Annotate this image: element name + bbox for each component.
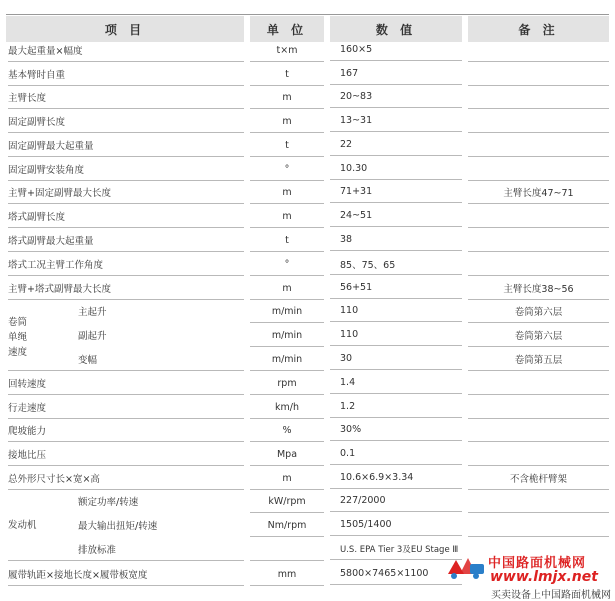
table-row [0, 419, 615, 442]
row-note [468, 110, 609, 133]
table-row [0, 396, 615, 419]
row-unit: m [250, 86, 324, 109]
row-note [468, 134, 609, 157]
row-value: 1.2 [330, 396, 462, 418]
watermark-url: www.lmjx.net [490, 569, 598, 585]
table-row [0, 39, 615, 62]
row-project: 接地比压 [8, 443, 244, 466]
row-value: 56+51 [330, 277, 462, 299]
table-row [0, 277, 615, 300]
winch-group-rule [8, 370, 244, 371]
header-project: 项 目 [6, 16, 244, 42]
row-note: 卷筒第五层 [468, 348, 609, 371]
row-value: 30 [330, 348, 462, 370]
row-note [468, 158, 609, 181]
watermark-logo-icon [446, 554, 486, 580]
row-project: 主臂长度 [8, 86, 244, 109]
table-row [0, 63, 615, 86]
row-note: 主臂长度38~56 [468, 277, 609, 300]
row-project: 主臂+塔式副臂最大长度 [8, 277, 244, 300]
row-project: 固定副臂安装角度 [8, 158, 244, 181]
row-project: 塔式副臂最大起重量 [8, 229, 244, 252]
table-row [0, 134, 615, 157]
table-row [0, 205, 615, 228]
row-value: 5800×7465×1100 [330, 563, 462, 585]
row-unit: % [250, 419, 324, 442]
row-project: 回转速度 [8, 372, 244, 395]
row-value: 1.4 [330, 372, 462, 394]
header-top-rule [6, 14, 609, 15]
row-value: 0.1 [330, 443, 462, 465]
row-value: 38 [330, 229, 462, 251]
row-project: 变幅 [78, 355, 98, 366]
site-watermark [446, 550, 611, 601]
table-row [0, 181, 615, 204]
row-project: 塔式工况主臂工作角度 [8, 253, 244, 276]
table-row [0, 443, 615, 466]
row-unit: m [250, 205, 324, 228]
row-unit: m [250, 277, 324, 300]
table-row [0, 86, 615, 109]
row-note: 卷筒第六层 [468, 324, 609, 347]
row-value: 10.6×6.9×3.34 [330, 467, 462, 489]
row-value: 85、75、65 [330, 253, 462, 275]
row-note [468, 39, 609, 62]
row-value: 24~51 [330, 205, 462, 227]
row-note [468, 490, 609, 513]
row-note [468, 372, 609, 395]
row-value: 10.30 [330, 158, 462, 180]
table-row [0, 348, 615, 371]
table-row [0, 158, 615, 181]
row-project: 额定功率/转速 [78, 497, 139, 508]
row-unit: m [250, 110, 324, 133]
row-project: 基本臂时自重 [8, 63, 244, 86]
row-unit: m/min [250, 348, 324, 371]
header-note: 备 注 [468, 16, 609, 42]
watermark-slogan: 买卖设备上中国路面机械网 [491, 590, 611, 601]
row-unit: t×m [250, 39, 324, 62]
row-unit: t [250, 63, 324, 86]
row-project: 塔式副臂长度 [8, 205, 244, 228]
row-unit: mm [250, 563, 324, 586]
row-project: 固定副臂长度 [8, 110, 244, 133]
row-project: 主起升 [78, 307, 107, 318]
table-row [0, 372, 615, 395]
winch-group-label-3: 速度 [8, 347, 28, 358]
row-note [468, 229, 609, 252]
row-note [468, 86, 609, 109]
header-unit: 单 位 [250, 16, 324, 42]
row-note [468, 514, 609, 537]
row-project: 最大起重量×幅度 [8, 39, 244, 62]
row-value: 110 [330, 300, 462, 322]
engine-group-rule [8, 560, 244, 561]
table-row [0, 229, 615, 252]
row-unit: m [250, 467, 324, 490]
row-note [468, 419, 609, 442]
row-value: 1505/1400 [330, 514, 462, 536]
row-value: 227/2000 [330, 490, 462, 512]
row-value: 30% [330, 419, 462, 441]
row-value: 22 [330, 134, 462, 156]
row-project: 最大输出扭矩/转速 [78, 521, 158, 532]
row-value: 110 [330, 324, 462, 346]
row-unit: ° [250, 158, 324, 181]
row-unit: t [250, 134, 324, 157]
row-note [468, 205, 609, 228]
row-unit: m/min [250, 300, 324, 323]
row-value: 167 [330, 63, 462, 85]
row-note [468, 443, 609, 466]
row-note: 不含桅杆臂架 [468, 467, 609, 490]
row-unit: Mpa [250, 443, 324, 466]
row-project: 主臂+固定副臂最大长度 [8, 181, 244, 204]
table-row [0, 467, 615, 490]
header-value: 数 值 [330, 16, 462, 42]
table-row [0, 110, 615, 133]
table-row [0, 324, 615, 347]
row-project: 爬坡能力 [8, 419, 244, 442]
row-project: 总外形尺寸长×宽×高 [8, 467, 244, 490]
row-project: 行走速度 [8, 396, 244, 419]
row-unit: Nm/rpm [250, 514, 324, 537]
row-note [468, 63, 609, 86]
row-note [468, 253, 609, 276]
row-value: 71+31 [330, 181, 462, 203]
engine-group-label: 发动机 [8, 520, 37, 531]
row-project: 副起升 [78, 331, 107, 342]
row-value: 13~31 [330, 110, 462, 132]
row-unit: m [250, 181, 324, 204]
row-note: 卷筒第六层 [468, 300, 609, 323]
watermark-site-name: 中国路面机械网 [488, 556, 587, 571]
row-note: 主臂长度47~71 [468, 181, 609, 204]
row-unit [250, 538, 324, 561]
row-note [468, 396, 609, 419]
row-unit: kW/rpm [250, 490, 324, 513]
row-unit: t [250, 229, 324, 252]
row-unit: m/min [250, 324, 324, 347]
row-unit: ° [250, 253, 324, 276]
winch-group-label-1: 卷筒 [8, 317, 28, 328]
row-value: U.S. EPA Tier 3及EU Stage Ⅲ [330, 538, 462, 560]
row-project: 排放标准 [78, 545, 117, 556]
table-row [0, 253, 615, 276]
table-row [0, 300, 615, 323]
row-project: 固定副臂最大起重量 [8, 134, 244, 157]
row-unit: rpm [250, 372, 324, 395]
row-value: 20~83 [330, 86, 462, 108]
winch-group-label-2: 单绳 [8, 332, 28, 343]
row-unit: km/h [250, 396, 324, 419]
row-value: 160×5 [330, 39, 462, 61]
table-row [0, 490, 615, 513]
table-row [0, 514, 615, 537]
row-project: 履带轨距×接地长度×履带板宽度 [8, 563, 244, 586]
